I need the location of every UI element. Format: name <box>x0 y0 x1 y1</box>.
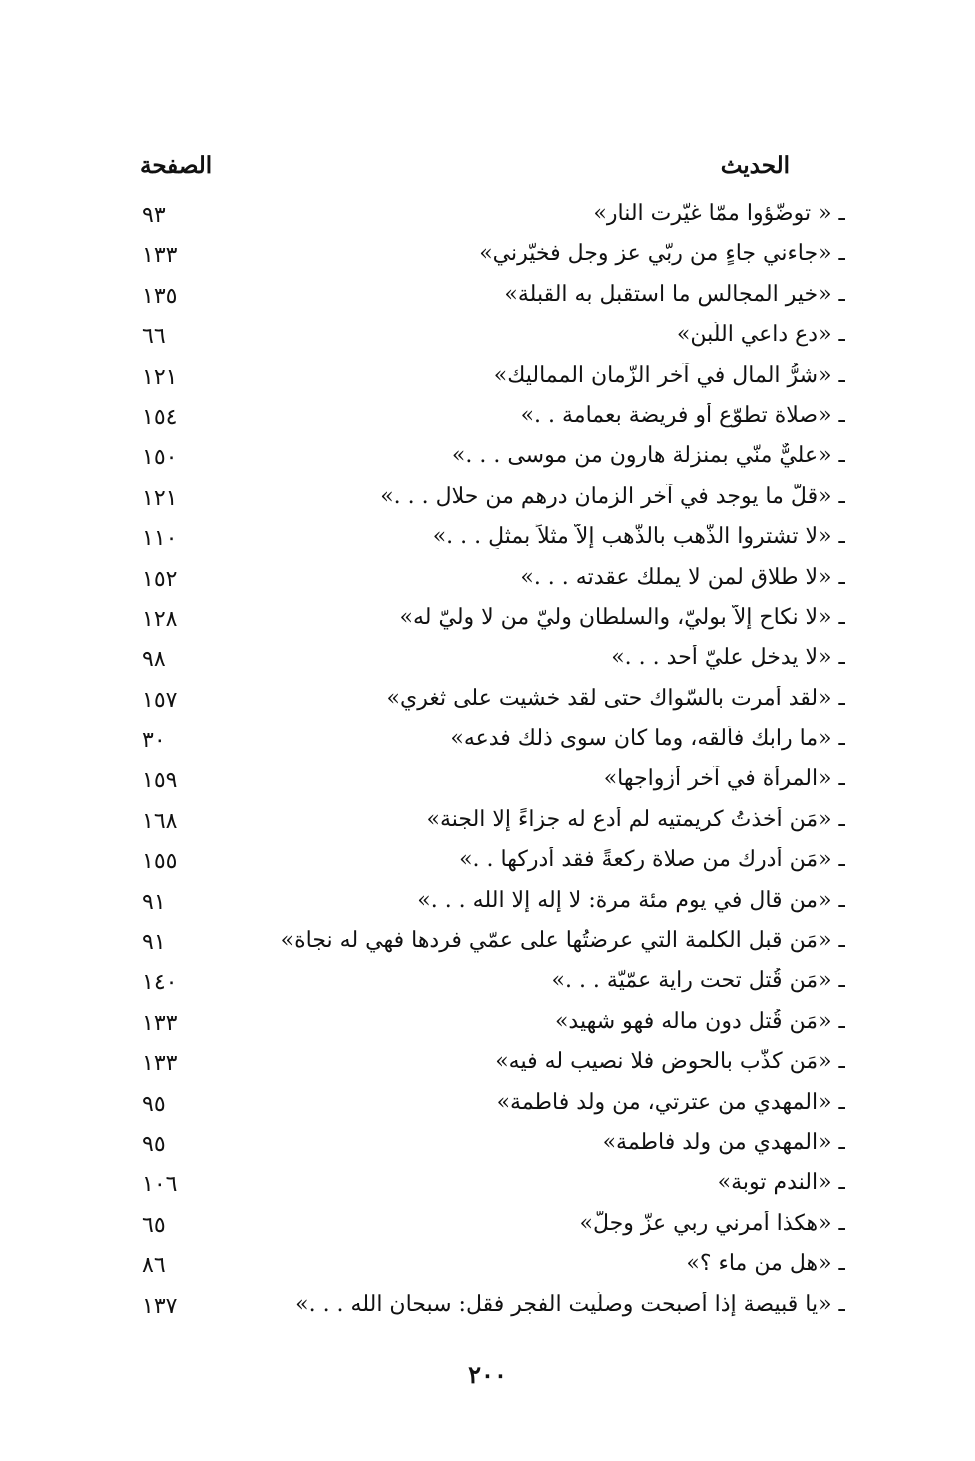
index-row <box>130 1207 845 1247</box>
page-reference: ٦٦ <box>142 324 166 350</box>
hadith-text: ـ «ما رابك فألقه، وما كان سوى ذلك فدعه» <box>450 726 845 752</box>
hadith-text: ـ «صلاة تطوّع أو فريضة بعمامة . .» <box>520 402 845 428</box>
column-heading-hadith: الحديث <box>720 152 790 179</box>
index-row <box>130 1126 845 1166</box>
hadith-text: ـ «لقد أُمرت بالسّواك حتى لقد خشيت على ثغري» <box>386 685 845 711</box>
hadith-text: ـ «مَن قُتل دون ماله فهو شهيد» <box>554 1008 845 1034</box>
page-reference: ١٢١ <box>142 485 178 511</box>
index-row <box>130 1247 845 1287</box>
hadith-text: ـ «مَن كذّب بالحوض فلا نصيب له فيه» <box>495 1049 845 1075</box>
index-row <box>130 884 845 924</box>
index-row <box>130 1166 845 1206</box>
page-reference: ١٥٥ <box>142 849 178 875</box>
hadith-text: ـ «لا طلاق لمن لا يملك عقدته . . .» <box>520 564 845 590</box>
hadith-text: ـ «خير المجالس ما استقبل به القبلة» <box>504 281 845 307</box>
index-row <box>130 641 845 681</box>
page-reference: ٩١ <box>142 930 166 956</box>
hadith-text: ـ «هل من ماء ؟» <box>686 1251 845 1277</box>
index-row <box>130 601 845 641</box>
index-header <box>130 152 845 192</box>
index-row <box>130 561 845 601</box>
hadith-text: ـ «مَن قُتل تحت راية عمّيّة . . .» <box>551 968 845 994</box>
column-heading-page: الصفحة <box>140 152 213 179</box>
hadith-text: ـ «لا نكاح إلاّ بوليّ، والسلطان وليّ من لا وليّ له» <box>399 604 845 630</box>
page-reference: ١٣٧ <box>142 1293 178 1319</box>
hadith-text: ـ «المهدي من ولد فاطمة» <box>602 1129 845 1155</box>
index-row <box>130 237 845 277</box>
index-row <box>130 197 845 237</box>
hadith-text: ـ « توضّؤوا ممّا غيّرت النار» <box>593 201 845 226</box>
hadith-text: ـ «الندم توبة» <box>717 1170 845 1196</box>
hadith-text: ـ «مَن قبل الكلمة التي عرضتُها على عمّي فردها فهي له نجاة» <box>280 928 845 954</box>
index-row <box>130 762 845 802</box>
hadith-text: ـ «مَن أدرك من صلاة ركعةً فقد أدركها . .» <box>459 847 845 873</box>
index-row <box>130 1086 845 1126</box>
hadith-text: ـ «من قال في يوم مئة مرة: لا إله إلا الله . . .» <box>417 887 845 913</box>
page-reference: ٩٥ <box>142 1131 166 1157</box>
hadith-text: ـ «لا تشتروا الذّهب بالذّهب إلاّ مثلاً بمثلٍ . . .» <box>432 524 845 550</box>
hadith-text: ـ «دع داعي اللّبن» <box>676 322 845 348</box>
index-row <box>130 480 845 520</box>
index-row <box>130 843 845 883</box>
page-reference: ١٣٣ <box>142 1010 178 1036</box>
page-reference: ٣٠ <box>142 728 166 754</box>
page-number: ٢٠٠ <box>468 1360 507 1389</box>
hadith-text: ـ «المرأة في آخر أزواجها» <box>603 766 845 792</box>
hadith-text: ـ «لا يدخل عليّ أحد . . .» <box>611 645 845 671</box>
page-reference: ١٥٧ <box>142 687 178 713</box>
page-reference: ١٥٩ <box>142 768 178 794</box>
index-row <box>130 1005 845 1045</box>
index-row <box>130 682 845 722</box>
index-row <box>130 964 845 1004</box>
page-reference: ٩٥ <box>142 1091 166 1117</box>
page-reference: ١٥٢ <box>142 566 178 592</box>
hadith-text: ـ «مَن أخذتُ كريمتيه لم أدع له جزاءً إلا الجنة» <box>426 806 845 832</box>
hadith-text: ـ «المهدي من عترتي، من ولد فاطمة» <box>496 1089 845 1115</box>
hadith-index-list <box>130 197 845 1328</box>
hadith-text: ـ «قلّ ما يوجد في آخر الزمان درهم من حلال . . .» <box>380 483 845 509</box>
hadith-text: ـ «يا قبيصة إذا أصبحت وصلّيت الفجر فقل: سبحان الله . . .» <box>295 1291 845 1317</box>
index-row <box>130 803 845 843</box>
page-reference: ٦٥ <box>142 1212 166 1238</box>
page-reference: ١٠٦ <box>142 1172 178 1198</box>
page-reference: ١٢١ <box>142 364 178 390</box>
page-reference: ١٤٠ <box>142 970 178 996</box>
page-reference: ١٢٨ <box>142 606 178 632</box>
page-reference: ١٣٥ <box>142 283 178 309</box>
hadith-text: ـ «جاءني جاءٍ من ربّي عز وجل فخيّرني» <box>479 241 845 267</box>
index-row <box>130 1045 845 1085</box>
page-reference: ٩١ <box>142 889 166 915</box>
index-row <box>130 722 845 762</box>
hadith-text: ـ «هكذا أمرني ربي عزّ وجلّ» <box>579 1210 845 1236</box>
index-row <box>130 318 845 358</box>
page-reference: ١٣٣ <box>142 1051 178 1077</box>
index-row <box>130 924 845 964</box>
page-reference: ١٦٨ <box>142 808 178 834</box>
index-row <box>130 439 845 479</box>
page-reference: ١٣٣ <box>142 243 178 269</box>
hadith-text: ـ «شرُّ المال في آخر الزّمان المماليك» <box>493 362 845 388</box>
hadith-text: ـ «عليٌّ منّي بمنزلة هارون من موسى . . .» <box>451 443 845 469</box>
index-row <box>130 520 845 560</box>
page-reference: ١٥٤ <box>142 404 178 430</box>
index-row <box>130 1288 845 1328</box>
index-row <box>130 278 845 318</box>
page-reference: ١٥٠ <box>142 445 178 471</box>
page-reference: ٩٨ <box>142 647 166 673</box>
page-reference: ٩٣ <box>142 203 166 228</box>
index-row <box>130 399 845 439</box>
page-reference: ١١٠ <box>142 526 178 552</box>
index-row <box>130 359 845 399</box>
page-reference: ٨٦ <box>142 1253 166 1279</box>
